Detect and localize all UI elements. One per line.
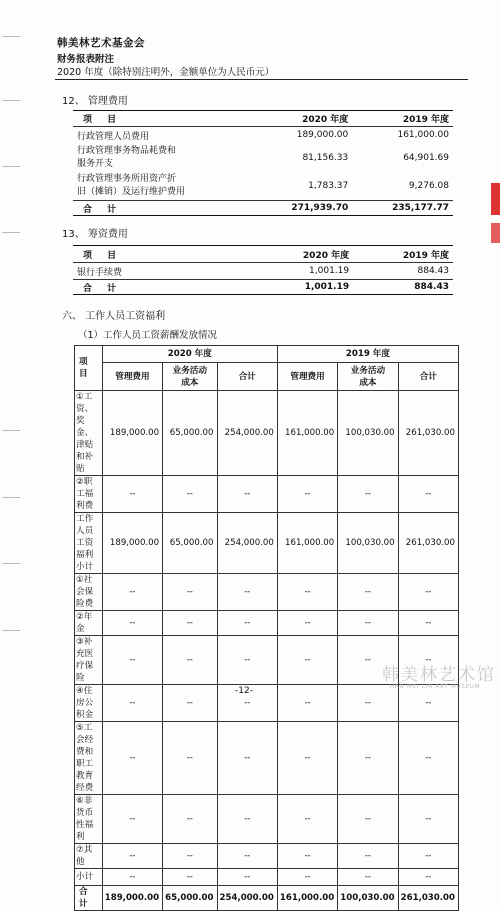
watermark-cn: 韩美林艺术馆 — [382, 665, 496, 685]
row-value: -- — [338, 476, 398, 513]
row-value: 100,030.00 — [338, 391, 398, 476]
page-number: -12- — [235, 686, 253, 696]
row-value: -- — [163, 722, 217, 795]
row-value: -- — [338, 636, 398, 685]
header-2020: 2020 年度 — [102, 346, 277, 363]
col-item: 项 目 — [73, 246, 265, 263]
row-value: -- — [163, 685, 217, 722]
row-value: -- — [338, 722, 398, 795]
row-value: 261,030.00 — [398, 513, 458, 574]
header-2019: 2019 年度 — [277, 346, 458, 363]
col-item: 项 目 — [73, 111, 264, 127]
table-header-row — [75, 346, 459, 363]
margin-mark — [2, 430, 20, 431]
table-row — [75, 476, 459, 513]
row-value: -- — [277, 722, 337, 795]
row-value: -- — [277, 869, 337, 886]
row-value: 161,000.00 — [277, 513, 337, 574]
row-value: -- — [102, 844, 162, 869]
row-value-2020: 189,000.00 — [296, 130, 349, 141]
row-value: -- — [217, 611, 277, 636]
row-label: ①工资、奖金、 津贴和补贴 — [75, 391, 103, 476]
table-total-row — [75, 886, 459, 911]
row-value: -- — [277, 611, 337, 636]
total-label: 合 计 — [73, 280, 265, 295]
row-value: 189,000.00 — [102, 513, 162, 574]
row-value-2019: 64,901.69 — [403, 153, 449, 163]
row-value: -- — [398, 795, 458, 844]
table-total-row — [73, 280, 453, 295]
row-value-2020: 81,156.33 — [302, 153, 349, 163]
row-value: -- — [338, 844, 398, 869]
row-value: -- — [163, 636, 217, 685]
period-note: 2020 年度（除特别注明外，金额单位为人民币元） — [57, 67, 275, 78]
table-row — [75, 513, 459, 574]
header-rule — [55, 79, 468, 80]
col-2020: 2020 年度 — [265, 246, 353, 263]
row-value: 65,000.00 — [163, 391, 217, 476]
row-value: 254,000.00 — [217, 513, 277, 574]
row-value: -- — [217, 869, 277, 886]
table-row — [73, 173, 453, 201]
financing-expense-table — [73, 245, 453, 295]
margin-mark — [2, 232, 20, 233]
col-sum-2019: 合计 — [398, 363, 458, 391]
row-value: -- — [102, 636, 162, 685]
row-value: -- — [398, 574, 458, 611]
col-2019: 2019 年度 — [353, 246, 453, 263]
row-value: -- — [163, 795, 217, 844]
section-6-title: 六、 工作人员工资福利 — [62, 311, 166, 322]
row-label: 工作人员工资 福利小计 — [75, 513, 103, 574]
row-label: 小计 — [75, 869, 103, 886]
row-value: 65,000.00 — [163, 513, 217, 574]
row-value: -- — [398, 844, 458, 869]
table-row — [75, 685, 459, 722]
row-value-2019: 9,276.08 — [408, 181, 449, 192]
section-6-subtitle: （1）工作人员工资薪酬发放情况 — [78, 330, 218, 341]
row-value: -- — [277, 574, 337, 611]
margin-mark — [2, 166, 20, 167]
row-value-2020: 1,783.37 — [308, 181, 349, 192]
org-name: 韩美林艺术基金会 — [57, 37, 145, 49]
watermark-en: HAN MEI LIN ART MUSEUM — [390, 684, 481, 690]
total-label: 合 计 — [75, 886, 103, 911]
row-label: ①社会保险费 — [75, 574, 103, 611]
table-row — [73, 144, 453, 173]
row-value-2019: 161,000.00 — [397, 130, 449, 141]
row-value: -- — [163, 476, 217, 513]
total-value: 161,000.00 — [277, 886, 337, 911]
section-13-title: 13、 筹资费用 — [62, 229, 128, 240]
section-12-title: 12、 管理费用 — [62, 96, 128, 107]
col-sum-2020: 合计 — [217, 363, 277, 391]
total-2020: 271,939.70 — [264, 201, 353, 216]
margin-mark — [2, 563, 20, 564]
total-value: 65,000.00 — [163, 886, 217, 911]
admin-expense-table — [73, 110, 453, 216]
total-value: 254,000.00 — [217, 886, 277, 911]
row-value: -- — [338, 869, 398, 886]
row-value: -- — [217, 722, 277, 795]
total-2020: 1,001.19 — [265, 280, 353, 295]
margin-mark — [2, 497, 20, 498]
row-value: -- — [338, 795, 398, 844]
table-row — [75, 869, 459, 886]
seal-edge — [491, 183, 500, 215]
row-value: -- — [277, 476, 337, 513]
row-value: -- — [398, 722, 458, 795]
total-label: 合 计 — [73, 201, 264, 216]
row-label: ⑦其他 — [75, 844, 103, 869]
row-value: -- — [398, 636, 458, 685]
row-label: 行政管理人员费用 — [77, 131, 150, 142]
seal-edge — [491, 223, 500, 243]
row-label: ②职工福利费 — [75, 476, 103, 513]
total-value: 189,000.00 — [102, 886, 162, 911]
margin-mark — [2, 36, 20, 37]
total-2019: 884.43 — [353, 280, 453, 295]
row-label: ⑥非货币性福 利 — [75, 795, 103, 844]
row-value: -- — [163, 574, 217, 611]
col-biz-2020: 业务活动 成本 — [163, 363, 217, 391]
table-row — [75, 795, 459, 844]
margin-mark — [2, 100, 20, 101]
salary-table — [74, 345, 459, 911]
row-value: 261,030.00 — [398, 391, 458, 476]
row-value: -- — [102, 722, 162, 795]
row-value: -- — [277, 636, 337, 685]
row-value: 254,000.00 — [217, 391, 277, 476]
row-value: -- — [163, 611, 217, 636]
row-value: -- — [102, 611, 162, 636]
row-value: -- — [277, 844, 337, 869]
col-mgmt-2019: 管理费用 — [277, 363, 337, 391]
row-value: -- — [217, 574, 277, 611]
row-value: -- — [217, 636, 277, 685]
row-value: -- — [277, 795, 337, 844]
row-value: -- — [338, 611, 398, 636]
row-value: -- — [163, 844, 217, 869]
row-value: -- — [217, 476, 277, 513]
row-value: -- — [102, 574, 162, 611]
row-value: -- — [277, 685, 337, 722]
row-value: -- — [217, 844, 277, 869]
row-value: -- — [338, 685, 398, 722]
col-mgmt-2020: 管理费用 — [102, 363, 162, 391]
total-value: 261,030.00 — [398, 886, 458, 911]
margin-mark — [2, 630, 20, 631]
table-header — [73, 246, 453, 263]
table-row — [73, 263, 453, 280]
row-value: -- — [102, 795, 162, 844]
col-item: 项 目 — [75, 346, 103, 391]
total-value: 100,030.00 — [338, 886, 398, 911]
row-label: ④住房公积金 — [75, 685, 103, 722]
row-value: -- — [217, 685, 277, 722]
table-row — [75, 722, 459, 795]
row-label: 行政管理事务物品耗费和 服务开支 — [77, 146, 177, 169]
row-value: -- — [398, 476, 458, 513]
table-row — [73, 127, 453, 144]
col-2019: 2019 年度 — [352, 111, 453, 127]
row-label: 银行手续费 — [77, 267, 123, 278]
table-row — [75, 611, 459, 636]
table-row — [75, 391, 459, 476]
table-subheader-row — [75, 363, 459, 391]
row-label: ⑤工会经费和 职工教育经费 — [75, 722, 103, 795]
table-row — [75, 844, 459, 869]
row-label: 行政管理事务所用资产折 旧（摊销）及运行维护费用 — [77, 174, 186, 198]
row-value-2019: 884.43 — [417, 266, 449, 276]
row-value: -- — [398, 611, 458, 636]
row-value: -- — [217, 795, 277, 844]
row-value-2020: 1,001.19 — [309, 266, 350, 276]
row-label: ③补充医疗保 险 — [75, 636, 103, 685]
col-biz-2019: 业务活动 成本 — [338, 363, 398, 391]
report-subtitle: 财务报表附注 — [57, 54, 115, 65]
row-value: 189,000.00 — [102, 391, 162, 476]
table-total-row — [73, 201, 453, 216]
table-row — [75, 574, 459, 611]
row-value: -- — [338, 574, 398, 611]
row-value: -- — [398, 869, 458, 886]
row-value: -- — [102, 869, 162, 886]
row-value: 100,030.00 — [338, 513, 398, 574]
table-header — [73, 111, 453, 127]
row-label: ②年金 — [75, 611, 103, 636]
row-value: -- — [398, 685, 458, 722]
row-value: -- — [102, 685, 162, 722]
col-2020: 2020 年度 — [264, 111, 353, 127]
total-2019: 235,177.77 — [352, 201, 453, 216]
row-value: 161,000.00 — [277, 391, 337, 476]
row-value: -- — [163, 869, 217, 886]
row-value: -- — [102, 476, 162, 513]
